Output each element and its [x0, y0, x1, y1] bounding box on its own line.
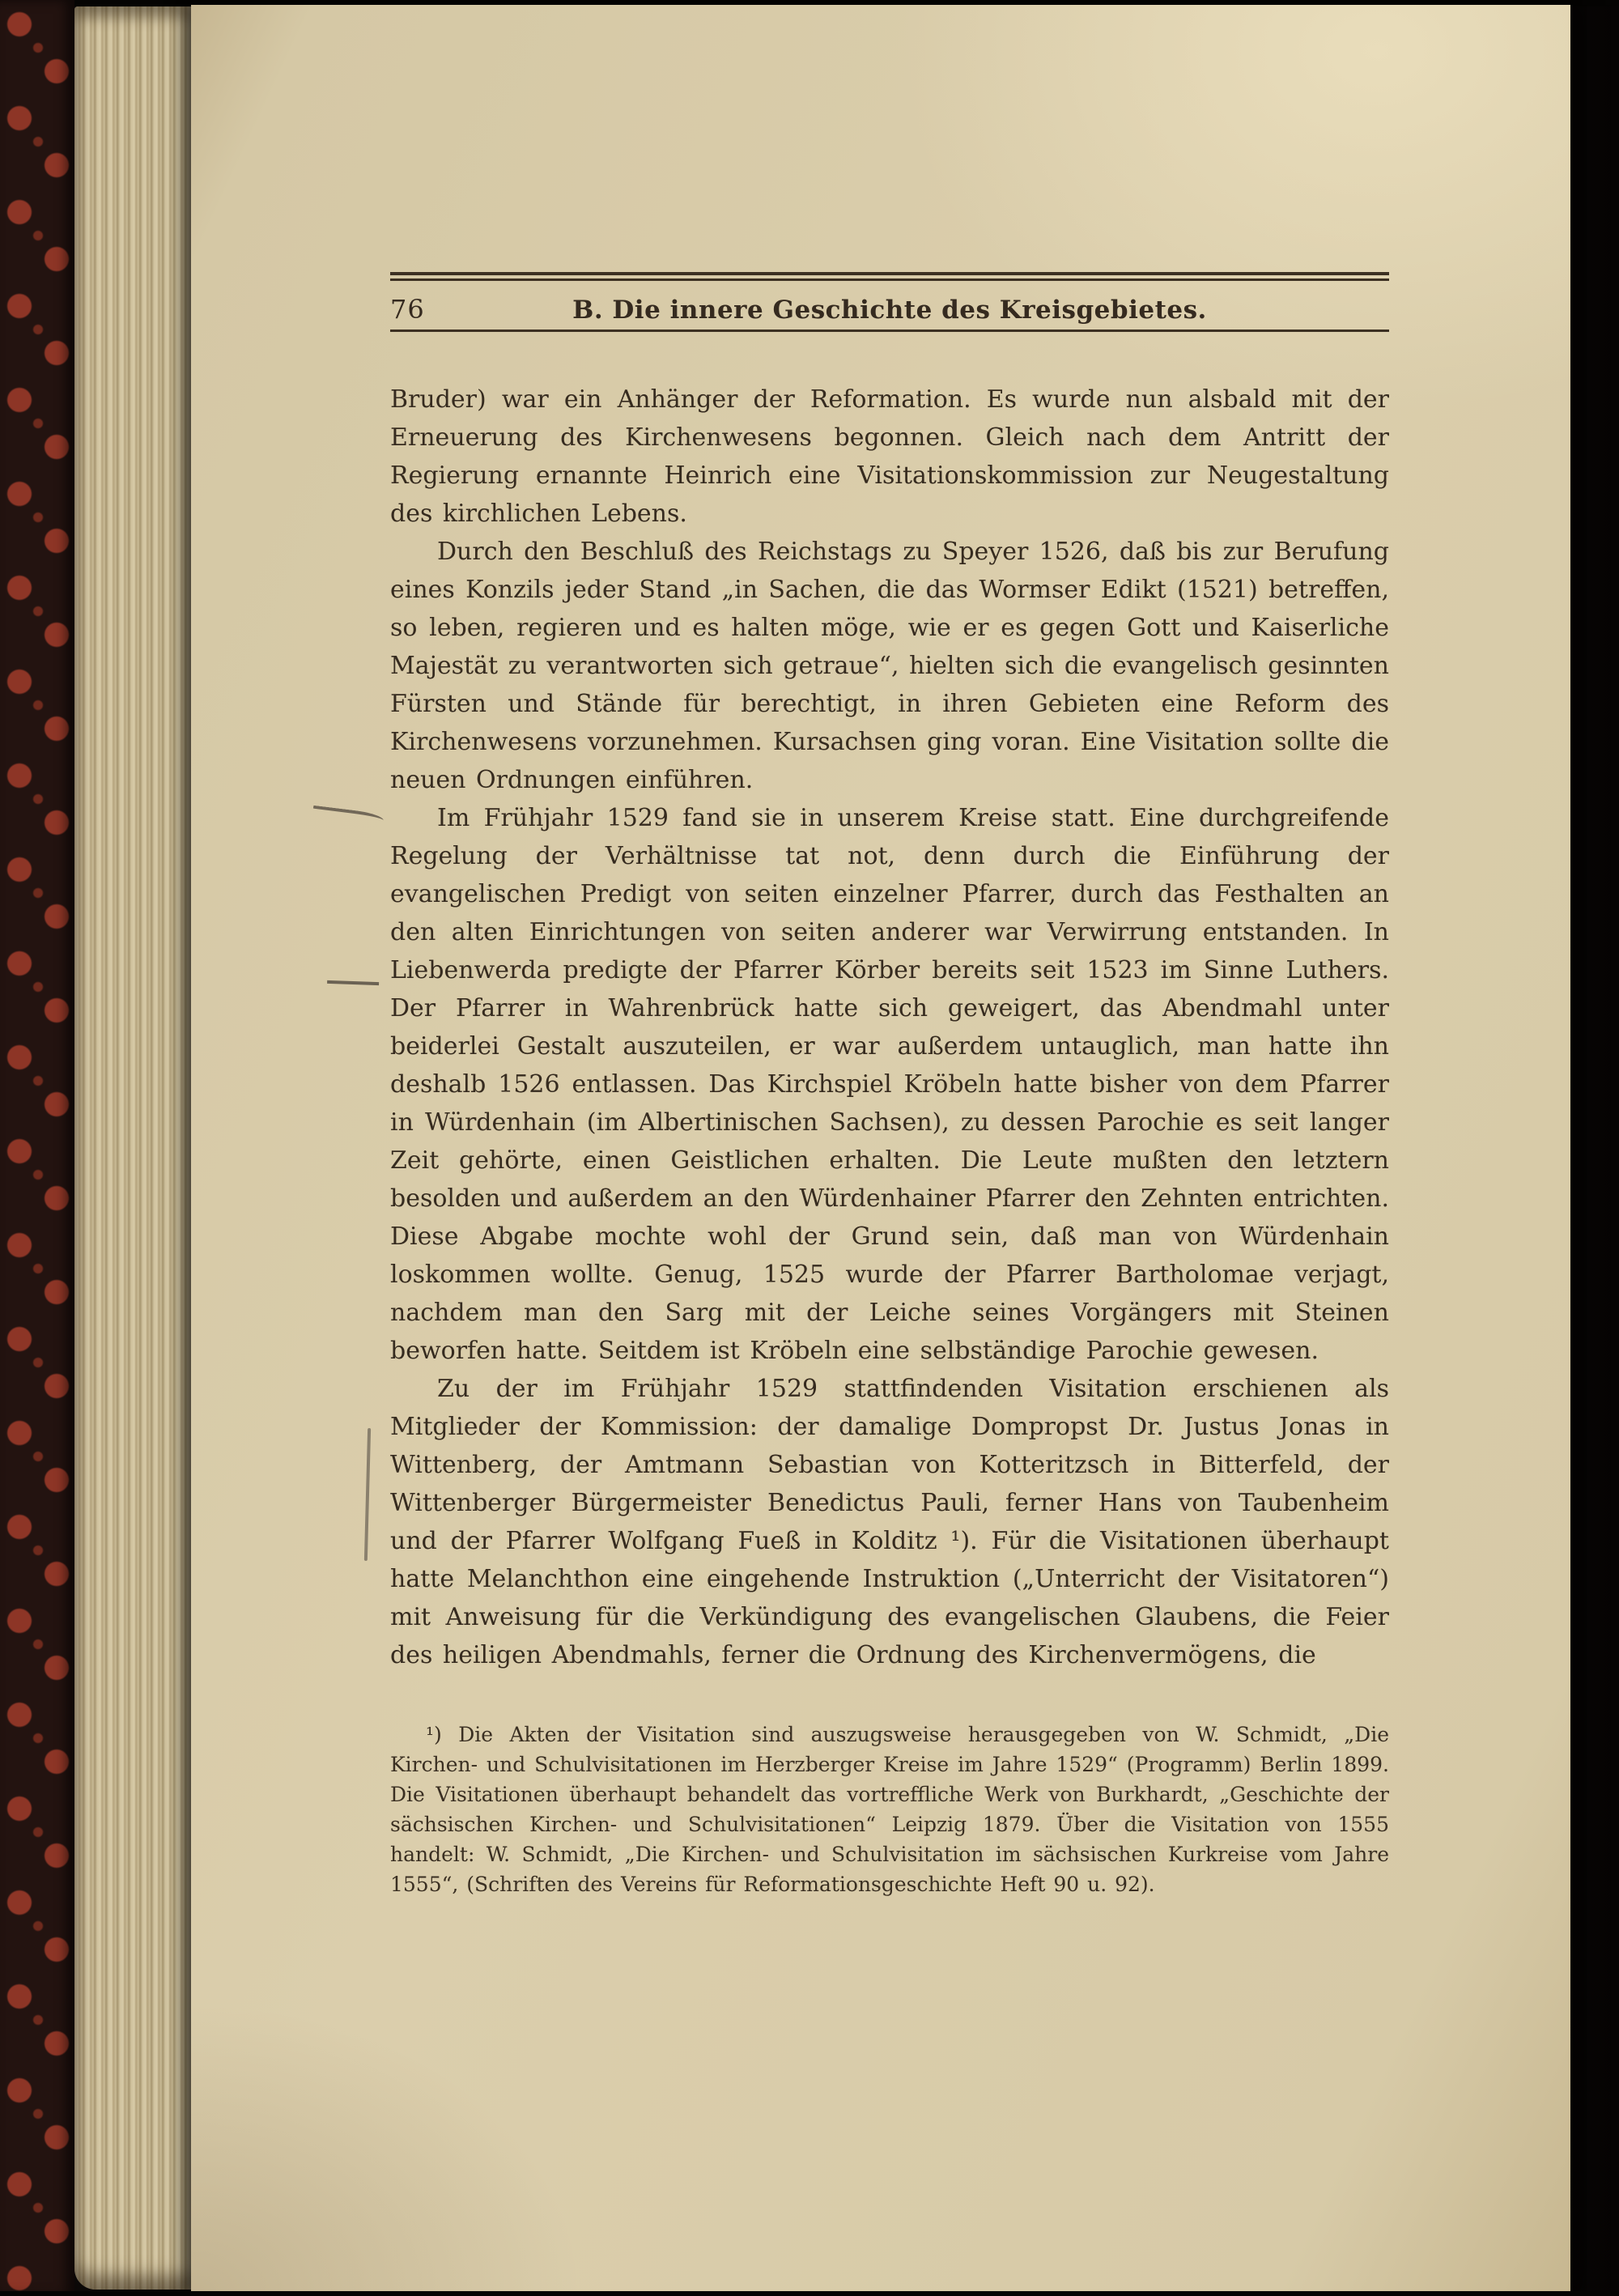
book-page	[191, 5, 1570, 2296]
page-header	[390, 286, 1389, 330]
body-text	[390, 381, 1389, 1674]
page-number: 76	[390, 294, 425, 325]
header-double-rule	[390, 272, 1389, 281]
running-header: B. Die innere Geschichte des Kreisgebietes.	[572, 296, 1207, 325]
body-paragraph-3: Im Frühjahr 1529 fand sie in unserem Kreise statt. Eine durchgreifende Regelung der Verhältnisse tat not, denn durch die Einführung der evangelischen Predigt von seiten einzelner Pfarrer, durch das Festhalten an den alten Einrichtungen von seiten anderer war Verwirrung entstanden. In Liebenwerda predigte der Pfarrer Körber bereits seit 1523 im Sinne Luthers. Der Pfarrer in Wahrenbrück hatte sich geweigert, das Abendmahl unter beiderlei Gestalt auszuteilen, er war außerdem untauglich, man hatte ihn deshalb 1526 entlassen. Das Kirchspiel Kröbeln hatte bisher von dem Pfarrer in Würdenhain (im Albertinischen Sachsen), zu dessen Parochie es seit langer Zeit gehörte, einen Geistlichen erhalten. Die Leute mußten den letztern besolden und außerdem an den Würdenhainer Pfarrer den Zehnten entrichten. Diese Abgabe mochte wohl der Grund sein, daß man von Würdenhain loskommen wollte. Genug, 1525 wurde der Pfarrer Bartholomae verjagt, nachdem man den Sarg mit der Leiche seines Vorgängers mit Steinen beworfen hatte. Seitdem ist Kröbeln eine selbständige Parochie gewesen.	[390, 804, 1389, 1365]
page-stack-edges	[74, 6, 193, 2290]
header-rule	[390, 330, 1389, 332]
text-column	[390, 272, 1389, 1899]
body-paragraph-1: Bruder) war ein Anhänger der Reformation. Es wurde nun alsbald mit der Erneuerung des Kirchenwesens begonnen. Gleich nach dem Antritt der Regierung ernannte Heinrich eine Visitationskommission zur Neugestaltung des kirchlichen Lebens.	[390, 385, 1389, 528]
footnote: ¹) Die Akten der Visitation sind auszugsweise herausgegeben von W. Schmidt, „Die Kirchen- und Schulvisitationen im Herzberger Kreise im Jahre 1529“ (Programm) Berlin 1899. Die Visitationen überhaupt behandelt das vortreffliche Werk von Burkhardt, „Geschichte der sächsischen Kirchen- und Schulvisitationen“ Leipzig 1879. Über die Visitation von 1555 handelt: W. Schmidt, „Die Kirchen- und Schulvisitation im sächsischen Kurkreise vom Jahre 1555“, (Schriften des Vereins für Reformationsgeschichte Heft 90 u. 92).	[390, 1723, 1389, 1896]
body-paragraph-4: Zu der im Frühjahr 1529 stattfindenden Visitation erschienen als Mitglieder der Kommission: der damalige Dompropst Dr. Justus Jonas in Wittenberg, der Amtmann Sebastian von Kotteritzsch in Bitterfeld, der Wittenberger Bürgermeister Benedictus Pauli, ferner Hans von Taubenheim und der Pfarrer Wolfgang Fueß in Kolditz ¹). Für die Visitationen überhaupt hatte Melanchthon eine eingehende Instruktion („Unterricht der Visitatoren“) mit Anweisung für die Verkündigung des evangelischen Glaubens, die Feier des heiligen Abendmahls, ferner die Ordnung des Kirchenvermögens, die	[390, 1375, 1389, 1669]
body-paragraph-2: Durch den Beschluß des Reichstags zu Speyer 1526, daß bis zur Berufung eines Konzils jeder Stand „in Sachen, die das Wormser Edikt (1521) betreffen, so leben, regieren und es halten möge, wie er es gegen Gott und Kaiserliche Majestät zu verantworten sich getraue“, hielten sich die evangelisch gesinnten Fürsten und Stände für berechtigt, in ihren Gebieten eine Reform des Kirchenwesens vorzunehmen. Kursachsen ging voran. Eine Visitation sollte die neuen Ordnungen einführen.	[390, 538, 1389, 794]
photo-edge-bottom	[0, 2291, 1619, 2296]
book-cover-ornament-edge	[0, 0, 74, 2296]
